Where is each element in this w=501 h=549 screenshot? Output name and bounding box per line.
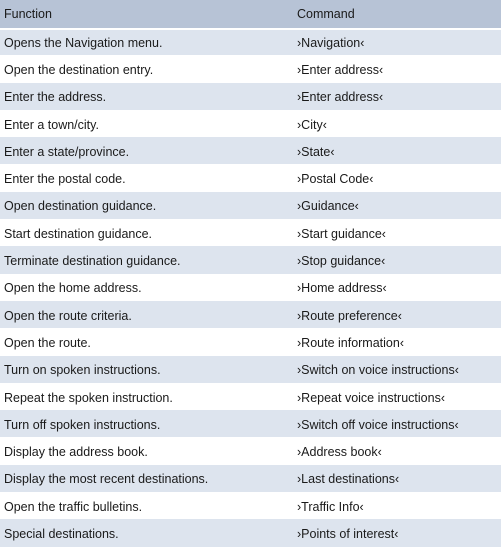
command-cell: ›Postal Code‹ (293, 165, 501, 192)
command-cell: ›Repeat voice instructions‹ (293, 384, 501, 411)
column-header-function: Function (0, 0, 293, 29)
table-row (0, 138, 501, 165)
table-row (0, 84, 501, 111)
command-cell: ›Address book‹ (293, 438, 501, 465)
table-row (0, 111, 501, 138)
command-cell: ›State‹ (293, 138, 501, 165)
function-cell: Open destination guidance. (0, 193, 293, 220)
command-cell: ›Home address‹ (293, 275, 501, 302)
header-row (0, 0, 501, 29)
command-cell: ›Navigation‹ (293, 29, 501, 56)
command-cell: ›Guidance‹ (293, 193, 501, 220)
function-cell: Open the traffic bulletins. (0, 493, 293, 520)
table-row (0, 275, 501, 302)
command-cell: ›Enter address‹ (293, 84, 501, 111)
table-row (0, 411, 501, 438)
table-row (0, 520, 501, 547)
command-cell: ›Route information‹ (293, 329, 501, 356)
function-cell: Turn off spoken instructions. (0, 411, 293, 438)
function-cell: Opens the Navigation menu. (0, 29, 293, 56)
command-cell: ›Start guidance‹ (293, 220, 501, 247)
function-cell: Turn on spoken instructions. (0, 357, 293, 384)
command-cell: ›Route preference‹ (293, 302, 501, 329)
table-row (0, 165, 501, 192)
function-cell: Special destinations. (0, 520, 293, 547)
table-row (0, 247, 501, 274)
table-row (0, 466, 501, 493)
command-cell: ›City‹ (293, 111, 501, 138)
table-row (0, 438, 501, 465)
column-header-command: Command (293, 0, 501, 29)
function-cell: Display the address book. (0, 438, 293, 465)
function-cell: Repeat the spoken instruction. (0, 384, 293, 411)
command-cell: ›Stop guidance‹ (293, 247, 501, 274)
command-cell: ›Switch off voice instructions‹ (293, 411, 501, 438)
table-row (0, 384, 501, 411)
table-row (0, 302, 501, 329)
command-cell: ›Points of interest‹ (293, 520, 501, 547)
function-cell: Open the home address. (0, 275, 293, 302)
function-cell: Start destination guidance. (0, 220, 293, 247)
command-cell: ›Traffic Info‹ (293, 493, 501, 520)
function-cell: Terminate destination guidance. (0, 247, 293, 274)
function-cell: Enter the address. (0, 84, 293, 111)
table-row (0, 29, 501, 56)
table-row (0, 56, 501, 83)
command-cell: ›Switch on voice instructions‹ (293, 357, 501, 384)
function-cell: Open the destination entry. (0, 56, 293, 83)
command-cell: ›Last destinations‹ (293, 466, 501, 493)
command-cell: ›Enter address‹ (293, 56, 501, 83)
function-cell: Enter the postal code. (0, 165, 293, 192)
function-cell: Open the route. (0, 329, 293, 356)
table-row (0, 220, 501, 247)
function-cell: Enter a town/city. (0, 111, 293, 138)
table-row (0, 493, 501, 520)
function-cell: Enter a state/province. (0, 138, 293, 165)
function-cell: Open the route criteria. (0, 302, 293, 329)
table-row (0, 329, 501, 356)
table-row (0, 357, 501, 384)
function-cell: Display the most recent destinations. (0, 466, 293, 493)
table-header (0, 0, 501, 29)
table-body (0, 29, 501, 548)
table-row (0, 193, 501, 220)
